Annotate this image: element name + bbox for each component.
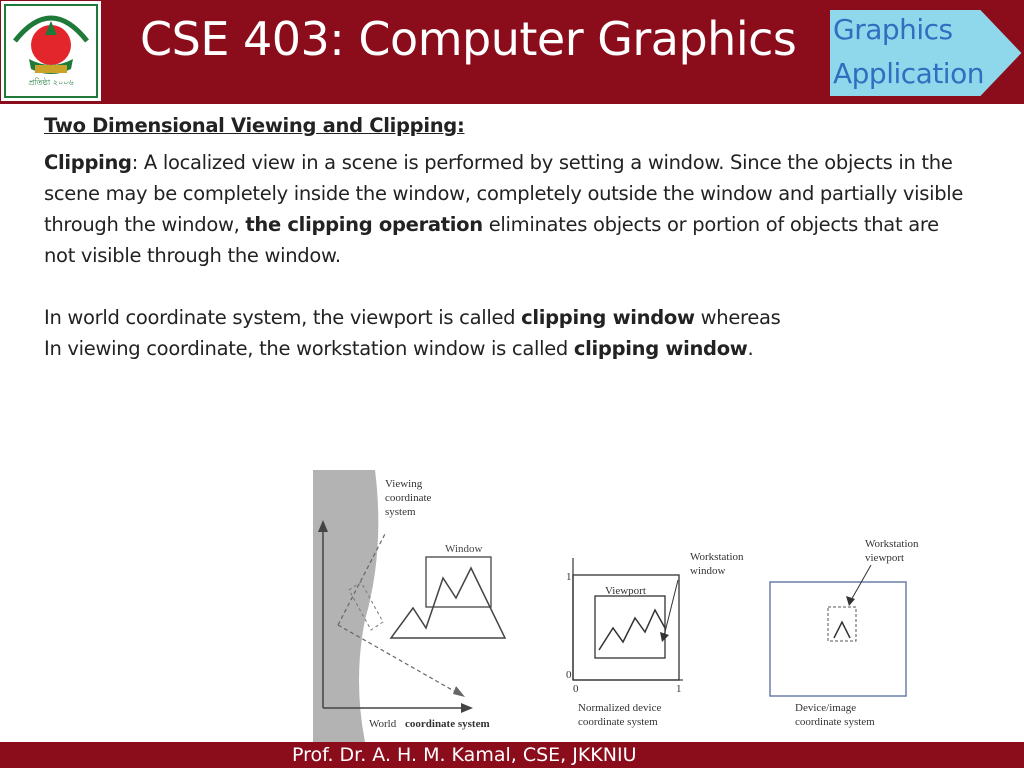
ws-viewport-label-1: Workstation [865, 538, 919, 550]
ndc-tick-1-x: 1 [676, 683, 682, 695]
ws-window-label-1: Workstation [690, 551, 744, 563]
viewing-coordinate-line [44, 333, 974, 364]
device-leader [850, 565, 871, 602]
slide-content [44, 110, 974, 364]
world-label-2: coordinate system [405, 718, 490, 730]
viewing-x-arrow [453, 686, 465, 697]
world-label-1: World [369, 718, 397, 730]
ndc-label-1: Normalized device [578, 702, 662, 714]
device-label-2: coordinate system [795, 716, 875, 728]
section-heading: Two Dimensional Viewing and Clipping: [44, 114, 465, 137]
viewing-coord-label-1: Viewing [385, 478, 423, 490]
world-line-bold: clipping window [521, 306, 695, 329]
badge-line-1: Graphics [833, 13, 953, 46]
scene-mountain [391, 568, 505, 638]
footer-bar [0, 742, 1024, 768]
world-coordinate-line [44, 302, 974, 333]
viewing-line-text: In viewing coordinate, the workstation window is called [44, 337, 574, 360]
section-badge-label [833, 8, 984, 96]
world-line-end: whereas [694, 306, 781, 329]
window-label: Window [445, 543, 483, 555]
badge-line-2: Application [833, 57, 984, 90]
viewing-pipeline-diagram [313, 470, 963, 742]
device-label-1: Device/image [795, 702, 857, 714]
footer-author: Prof. Dr. A. H. M. Kamal, CSE, JKKNIU [292, 744, 637, 766]
logo-emblem [1, 1, 101, 101]
university-logo [1, 1, 101, 101]
device-arrow [846, 596, 855, 606]
ndc-tick-0-x: 0 [573, 683, 579, 695]
viewing-pipeline-figure [313, 470, 963, 742]
logo-caption: প্রতিষ্ঠা ২০০৬ [28, 78, 74, 87]
ndc-mountain [599, 610, 665, 650]
device-screen [770, 582, 906, 696]
viewing-coord-label-3: system [385, 506, 416, 518]
ndc-tick-1-y: 1 [566, 571, 572, 583]
clipping-operation-term: the clipping operation [245, 213, 483, 236]
clipping-text-2: eliminates objects or portion of objects that are not visible through the window. [44, 213, 939, 267]
viewing-line-end: . [747, 337, 754, 360]
world-line-text: In world coordinate system, the viewport is called [44, 306, 522, 329]
viewing-line-bold: clipping window [573, 337, 748, 360]
ws-viewport-box [828, 607, 856, 641]
ws-window-label-2: window [690, 565, 726, 577]
ws-viewport-label-2: viewport [865, 552, 905, 564]
header-bar [0, 0, 1024, 104]
world-x-arrow [461, 703, 473, 713]
device-mountain [834, 622, 850, 638]
clipping-paragraph [44, 147, 974, 271]
clipping-term: Clipping [44, 151, 132, 174]
viewport-label: Viewport [605, 585, 646, 597]
page-title: CSE 403: Computer Graphics [140, 12, 797, 66]
ndc-tick-0-y: 0 [566, 669, 572, 681]
ndc-label-2: coordinate system [578, 716, 658, 728]
viewing-coord-label-2: coordinate [385, 492, 432, 504]
clipping-text-1: : A localized view in a scene is performed by setting a window. Since the objects in the scene may be completely inside the window, completely outside the window and partially visible through the window, [44, 151, 964, 236]
